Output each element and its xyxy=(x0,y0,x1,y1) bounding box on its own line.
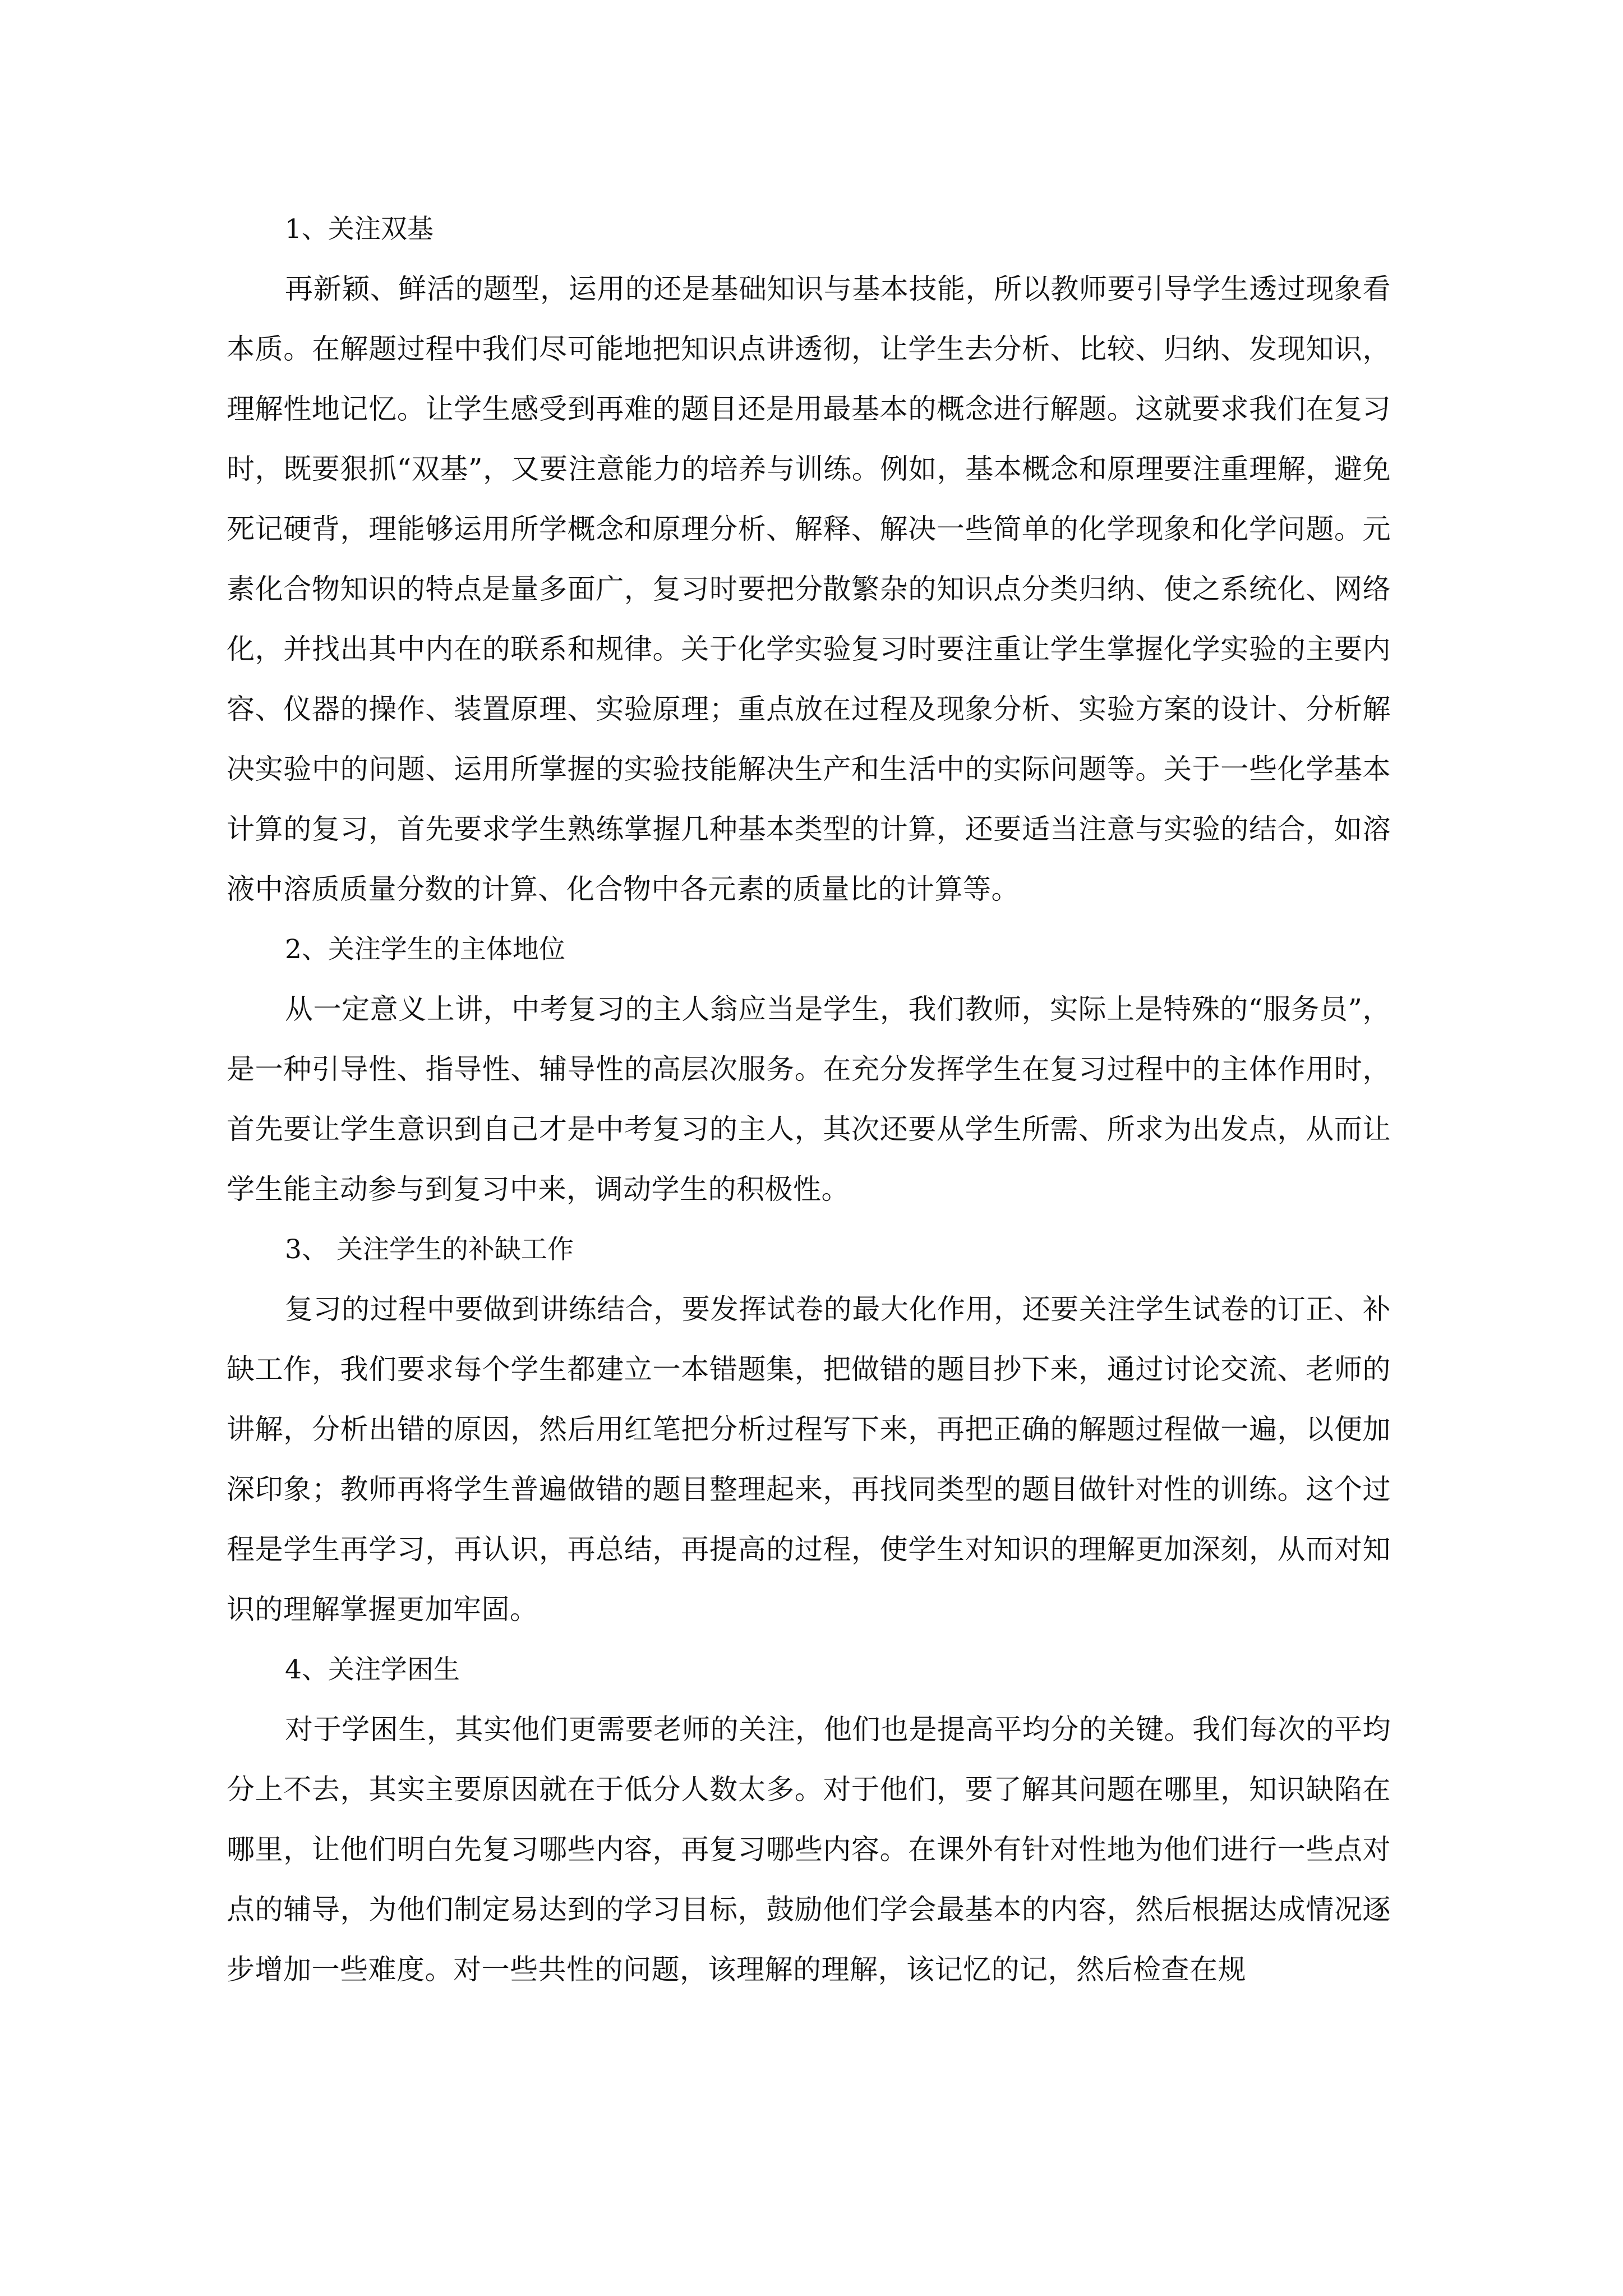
section-paragraph-1: 再新颖、鲜活的题型，运用的还是基础知识与基本技能，所以教师要引导学生透过现象看本质。在解题过程中我们尽可能地把知识点讲透彻，让学生去分析、比较、归纳、发现知识，理解性地记忆。让学生感受到再难的题目还是用最基本的概念进行解题。这就要求我们在复习时，既要狠抓“双基”，又要注意能力的培养与训练。例如，基本概念和原理要注重理解，避免死记硬背，理能够运用所学概念和原理分析、解释、解决一些简单的化学现象和化学问题。元素化合物知识的特点是量多面广，复习时要把分散繁杂的知识点分类归纳、使之系统化、网络化，并找出其中内在的联系和规律。关于化学实验复习时要注重让学生掌握化学实验的主要内容、仪器的操作、装置原理、实验原理；重点放在过程及现象分析、实验方案的设计、分析解决实验中的问题、运用所掌握的实验技能解决生产和生活中的实际问题等。关于一些化学基本计算的复习，首先要求学生熟练掌握几种基本类型的计算，还要适当注意与实验的结合，如溶液中溶质质量分数的计算、化合物中各元素的质量比的计算等。 xyxy=(227,273,1391,905)
section-heading-2: 2、关注学生的主体地位 xyxy=(285,934,565,965)
document-body xyxy=(227,199,1391,2000)
section-paragraph-2: 从一定意义上讲，中考复习的主人翁应当是学生，我们教师，实际上是特殊的“服务员”，是一种引导性、指导性、辅导性的高层次服务。在充分发挥学生在复习过程中的主体作用时，首先要让学生意识到自己才是中考复习的主人，其次还要从学生所需、所求为出发点，从而让学生能主动参与到复习中来，调动学生的积极性。 xyxy=(227,993,1391,1205)
section-paragraph-4: 对于学困生，其实他们更需要老师的关注，他们也是提高平均分的关键。我们每次的平均分上不去，其实主要原因就在于低分人数太多。对于他们，要了解其问题在哪里，知识缺陷在哪里，让他们明白先复习哪些内容，再复习哪些内容。在课外有针对性地为他们进行一些点对点的辅导，为他们制定易达到的学习目标，鼓励他们学会最基本的内容，然后根据达成情况逐步增加一些难度。对一些共性的问题，该理解的理解，该记忆的记，然后检查在规 xyxy=(227,1713,1391,1986)
section-heading-3: 3、 关注学生的补缺工作 xyxy=(285,1234,574,1265)
section-paragraph-3: 复习的过程中要做到讲练结合，要发挥试卷的最大化作用，还要关注学生试卷的订正、补缺工作，我们要求每个学生都建立一本错题集，把做错的题目抄下来，通过讨论交流、老师的讲解，分析出错的原因，然后用红笔把分析过程写下来，再把正确的解题过程做一遍，以便加深印象；教师再将学生普遍做错的题目整理起来，再找同类型的题目做针对性的训练。这个过程是学生再学习，再认识，再总结，再提高的过程，使学生对知识的理解更加深刻，从而对知识的理解掌握更加牢固。 xyxy=(227,1293,1391,1626)
section-heading-1: 1、关注双基 xyxy=(285,214,434,245)
section-heading-4: 4、关注学困生 xyxy=(285,1654,460,1685)
